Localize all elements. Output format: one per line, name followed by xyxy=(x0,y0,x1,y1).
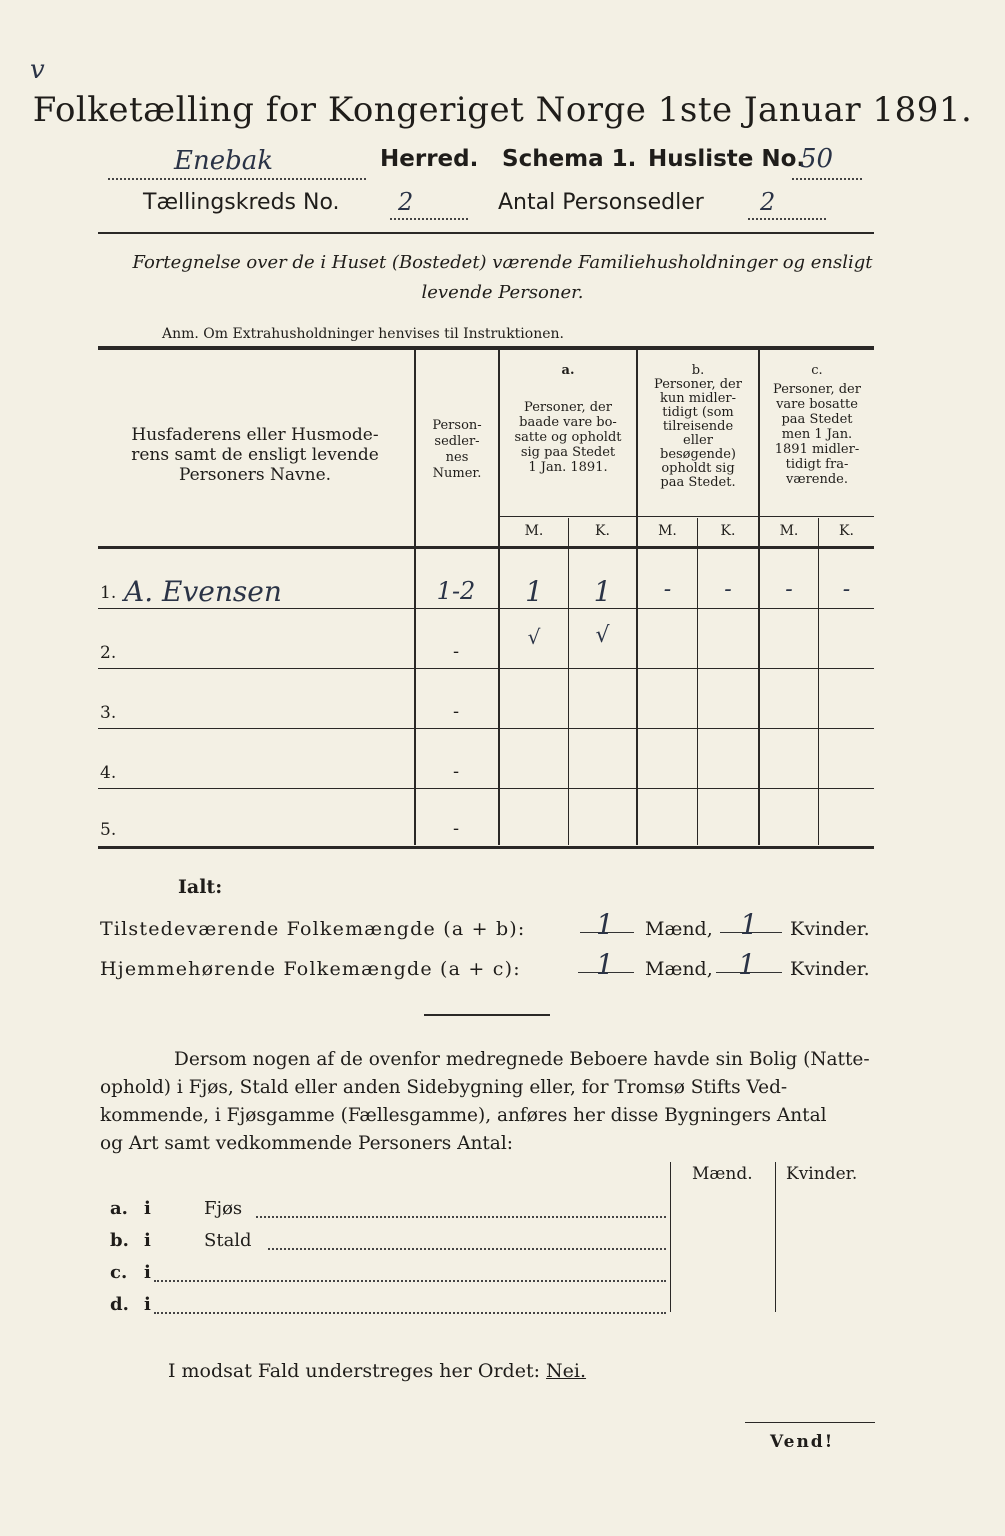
table-row xyxy=(98,695,874,735)
antal-field xyxy=(748,188,826,220)
row-name: A. Evensen xyxy=(124,575,282,608)
tilstede-maend-label: Mænd, xyxy=(645,918,713,940)
building-dotted-line xyxy=(154,1302,666,1314)
buildings-paragraph: Dersom nogen af de ovenfor medregnede Beboere havde sin Bolig (Natte- ophold) i Fjøs, Stald eller anden Sidebygning eller, for Tromsø Stifts Ved- kommende, i Fjøsgamme (Fællesgamme), anføres her disse Bygningers Antal og Art samt vedkommende Personers Antal: xyxy=(100,1049,870,1154)
row-numer: 1-2 xyxy=(436,577,476,605)
building-letter: c. xyxy=(110,1262,128,1283)
col-a-m: M. xyxy=(524,523,544,539)
table-bottom-rule xyxy=(98,846,874,849)
table-divider xyxy=(568,518,569,845)
row-b-k: - xyxy=(724,577,732,602)
row-a-m: 1 xyxy=(525,575,543,608)
vend-rule xyxy=(745,1422,875,1423)
col-a-k: K. xyxy=(595,523,610,539)
hjemme-kvinder-label: Kvinder. xyxy=(790,958,870,980)
col-c-m: M. xyxy=(779,523,799,539)
building-row xyxy=(110,1230,666,1256)
intro-line-1: Fortegnelse over de i Huset (Bostedet) værende Familiehusholdninger og ensligt xyxy=(132,252,873,273)
section-divider xyxy=(424,1014,550,1016)
row-c-k: - xyxy=(842,577,851,602)
tilstede-kvinder-value: 1 xyxy=(740,908,758,941)
intro-line-2: levende Personer. xyxy=(421,282,584,303)
row-numer: - xyxy=(452,818,460,839)
building-dotted-line xyxy=(154,1270,666,1282)
buildings-maend-header: Mænd. xyxy=(692,1164,753,1184)
herred-label: Herred. xyxy=(380,146,479,172)
col-header-name: Husfaderens eller Husmode- rens samt de ensligt levende Personers Navne. xyxy=(131,425,379,485)
husliste-value: 50 xyxy=(800,144,834,174)
buildings-divider xyxy=(775,1162,776,1312)
hjemme-label: Hjemmehørende Folkemængde (a + c): xyxy=(100,958,521,980)
tilstede-kvinder-label: Kvinder. xyxy=(790,918,870,940)
table-divider xyxy=(818,518,819,845)
col-c-k: K. xyxy=(839,523,854,539)
col-header-b: Personer, der kun midler- tidigt (som tilreisende eller besøgende) opholdt sig paa Stedet. xyxy=(654,377,742,490)
col-header-c: Personer, der vare bosatte paa Stedet men 1 Jan. 1891 midler- tidigt fra- værende. xyxy=(773,382,861,487)
header-rule xyxy=(98,232,874,234)
col-c-letter: c. xyxy=(811,363,823,378)
tilstede-maend-value: 1 xyxy=(596,908,614,941)
row-c-m: - xyxy=(785,577,793,602)
row-number: 2. xyxy=(100,643,117,663)
building-i: i xyxy=(144,1198,151,1219)
table-row xyxy=(98,755,874,795)
col-b-k: K. xyxy=(720,523,736,539)
row-numer: - xyxy=(452,701,460,722)
building-letter: a. xyxy=(110,1198,128,1219)
building-letter: d. xyxy=(110,1294,129,1315)
kreds-field xyxy=(390,188,468,220)
building-row xyxy=(110,1198,666,1224)
building-letter: b. xyxy=(110,1230,129,1251)
building-label: Stald xyxy=(204,1230,252,1251)
antal-value: 2 xyxy=(760,188,776,216)
anm-note: Anm. Om Extrahusholdninger henvises til Instruktionen. xyxy=(162,326,564,342)
col-header-a: Personer, der baade vare bo- satte og opholdt sig paa Stedet 1 Jan. 1891. xyxy=(514,400,622,475)
hjemme-maend-value: 1 xyxy=(596,948,614,981)
building-i: i xyxy=(144,1230,151,1251)
row-b-m: - xyxy=(663,577,672,602)
col-header-numer: Person- sedler- nes Numer. xyxy=(432,418,482,481)
row-number: 1. xyxy=(100,583,117,603)
husliste-label: Husliste No. xyxy=(648,146,806,172)
row-a-k: 1 xyxy=(593,575,612,608)
buildings-divider xyxy=(670,1162,671,1312)
row-a-k: √ xyxy=(595,623,610,648)
building-dotted-line xyxy=(256,1206,666,1218)
kreds-value: 2 xyxy=(398,188,414,216)
building-i: i xyxy=(144,1262,151,1283)
mk-header-rule xyxy=(500,516,874,517)
row-number: 3. xyxy=(100,703,117,723)
col-b-letter: b. xyxy=(691,363,705,378)
hjemme-maend-label: Mænd, xyxy=(645,958,713,980)
form-title: Folketælling for Kongeriget Norge 1ste Januar 1891. xyxy=(32,90,973,130)
herred-value: Enebak xyxy=(174,146,274,176)
kreds-label: Tællingskreds No. xyxy=(143,190,340,215)
nei-word: Nei. xyxy=(546,1360,587,1382)
table-row xyxy=(98,812,874,846)
building-i: i xyxy=(144,1294,151,1315)
table-row xyxy=(98,575,874,615)
col-b-m: M. xyxy=(658,523,677,539)
herred-field xyxy=(108,146,366,180)
building-label: Fjøs xyxy=(204,1198,243,1219)
husliste-field xyxy=(792,144,862,180)
antal-label: Antal Personsedler xyxy=(498,190,704,215)
table-divider xyxy=(697,518,698,845)
schema-label: Schema 1. xyxy=(502,146,637,172)
ialt-label: Ialt: xyxy=(178,876,223,898)
table-header-rule xyxy=(98,546,874,549)
tilstede-label: Tilstedeværende Folkemængde (a + b): xyxy=(100,918,526,940)
row-number: 5. xyxy=(100,820,117,840)
col-a-letter: a. xyxy=(561,363,575,378)
modsat-fald-text: I modsat Fald understreges her Ordet: Nei. xyxy=(168,1360,587,1382)
building-row xyxy=(110,1294,666,1320)
building-dotted-line xyxy=(268,1238,666,1250)
table-row xyxy=(98,623,874,675)
row-a-m: √ xyxy=(527,625,541,649)
vend-label: Vend! xyxy=(770,1432,835,1452)
buildings-kvinder-header: Kvinder. xyxy=(786,1164,858,1184)
building-row xyxy=(110,1262,666,1288)
row-numer: - xyxy=(452,641,460,662)
row-number: 4. xyxy=(100,763,117,783)
hjemme-kvinder-value: 1 xyxy=(738,948,756,981)
margin-pencil-mark: v xyxy=(30,55,45,85)
row-numer: - xyxy=(452,761,460,782)
